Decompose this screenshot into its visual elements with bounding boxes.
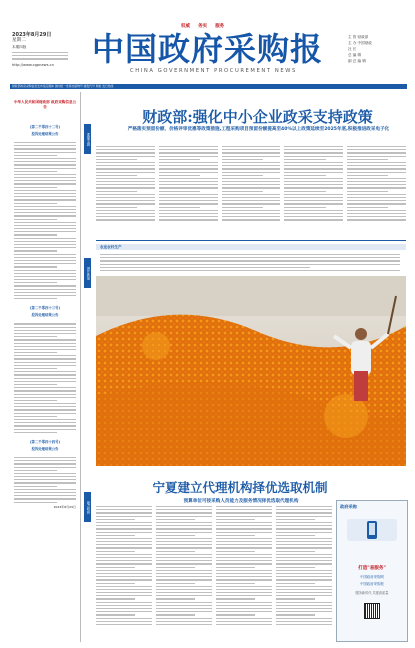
- slogan-2: 务实: [198, 24, 208, 29]
- second-body-col-3: [216, 506, 272, 640]
- slogan-1: 权威: [181, 24, 190, 29]
- left-column-title: 中华人民共和国财政部 政府采购信息公告: [13, 100, 77, 109]
- left-column: [10, 92, 81, 642]
- section-divider: [96, 240, 406, 241]
- notice-3-body: [14, 457, 76, 503]
- section-tab-3[interactable]: 地方政府: [84, 492, 91, 522]
- lead-body-col-2: [159, 146, 218, 226]
- photo-story-header: [96, 244, 406, 250]
- notice-3-heading: (第二千零四十四号): [29, 439, 61, 444]
- right-info-3: 社 长: [348, 47, 357, 51]
- second-body-col-2: [156, 506, 212, 640]
- ad-illustration: [347, 519, 397, 541]
- masthead-blue-bar: 财政部政府采购信息发布指定媒体 国内统一连续出版物号 邮发代号 网址 发行热线: [10, 84, 407, 89]
- ad-line-2: 中国政府采购网: [360, 575, 384, 579]
- ad-line-1: 打造"易服务": [358, 566, 386, 571]
- notice-2-body: [14, 323, 76, 433]
- issue-line: 本期四版: [12, 45, 27, 49]
- section-tab-1[interactable]: 要闻专题: [84, 124, 91, 154]
- masthead-right-info: [348, 34, 408, 64]
- ad-qr-code: [364, 603, 380, 619]
- section-tab-2[interactable]: 图片新闻: [84, 258, 91, 288]
- notice-1-heading: (第二千零四十二号): [29, 125, 61, 129]
- masthead-left-text-block: [12, 52, 68, 60]
- second-body-col-4: [276, 506, 332, 640]
- right-info-2: 主 办 中国财政: [348, 41, 372, 45]
- lead-body-col-3: [222, 146, 281, 226]
- right-info-4: 总 编 辑: [348, 53, 362, 57]
- issue-weekday: 星期二: [12, 38, 26, 43]
- lead-headline: 财政部:强化中小企业政采支持政策: [142, 108, 373, 126]
- right-info-5: 副 总 编 辑: [348, 59, 366, 63]
- marigold-harvest-photo: [96, 276, 406, 466]
- ad-slogan: 服务新时代 共建高质量: [355, 591, 389, 595]
- website-link[interactable]: http://www.cgpnews.cn: [12, 62, 54, 67]
- second-body-col-1: [96, 506, 152, 640]
- lead-body-col-5: [347, 146, 406, 226]
- second-headline: 宁夏建立代理机构择优选取机制: [152, 480, 328, 495]
- notice-2-heading: (第二千零四十三号): [29, 306, 61, 311]
- lead-body: [96, 146, 406, 226]
- right-info-1: 主 管 财政部: [348, 35, 369, 39]
- second-body: [96, 506, 332, 640]
- lead-body-col-1: [96, 146, 155, 226]
- masthead-left-info: [12, 32, 80, 68]
- second-subtitle: 预算单位可按采购人员能力及服务情况择优选取代理机构: [183, 499, 299, 504]
- notice-1-subheading: 投诉处理结果公告: [31, 132, 59, 136]
- phone-icon: [347, 519, 397, 541]
- ad-line-3: 中国政府采购报: [360, 582, 384, 586]
- ad-box[interactable]: [336, 500, 408, 642]
- newspaper-logo-english: CHINA GOVERNMENT PROCUREMENT NEWS: [130, 68, 297, 74]
- lead-body-col-4: [284, 146, 343, 226]
- issue-date: 2023年8月29日: [12, 32, 52, 38]
- lead-subtitle: 严格落实预留份额、价格评审优惠等政策措施,工程采购项目预留份额提高至40%以上政策延续至2025年底,积极推进政采电子化: [127, 127, 390, 132]
- notice-3-subheading: 投诉处理结果公告: [31, 446, 59, 451]
- photo-caption: [100, 254, 400, 273]
- ad-title: 政府采购: [340, 504, 357, 509]
- notice-1-body: [14, 142, 76, 299]
- notice-2-subheading: 投诉处理结果公告: [31, 313, 59, 318]
- newspaper-logo: 中国政府采购报: [92, 30, 324, 68]
- notice-date-stamp: 2023年8月29日: [53, 504, 76, 509]
- slogan-3: 服务: [215, 24, 225, 29]
- photo-story-headline: 农业农村生产: [100, 245, 122, 249]
